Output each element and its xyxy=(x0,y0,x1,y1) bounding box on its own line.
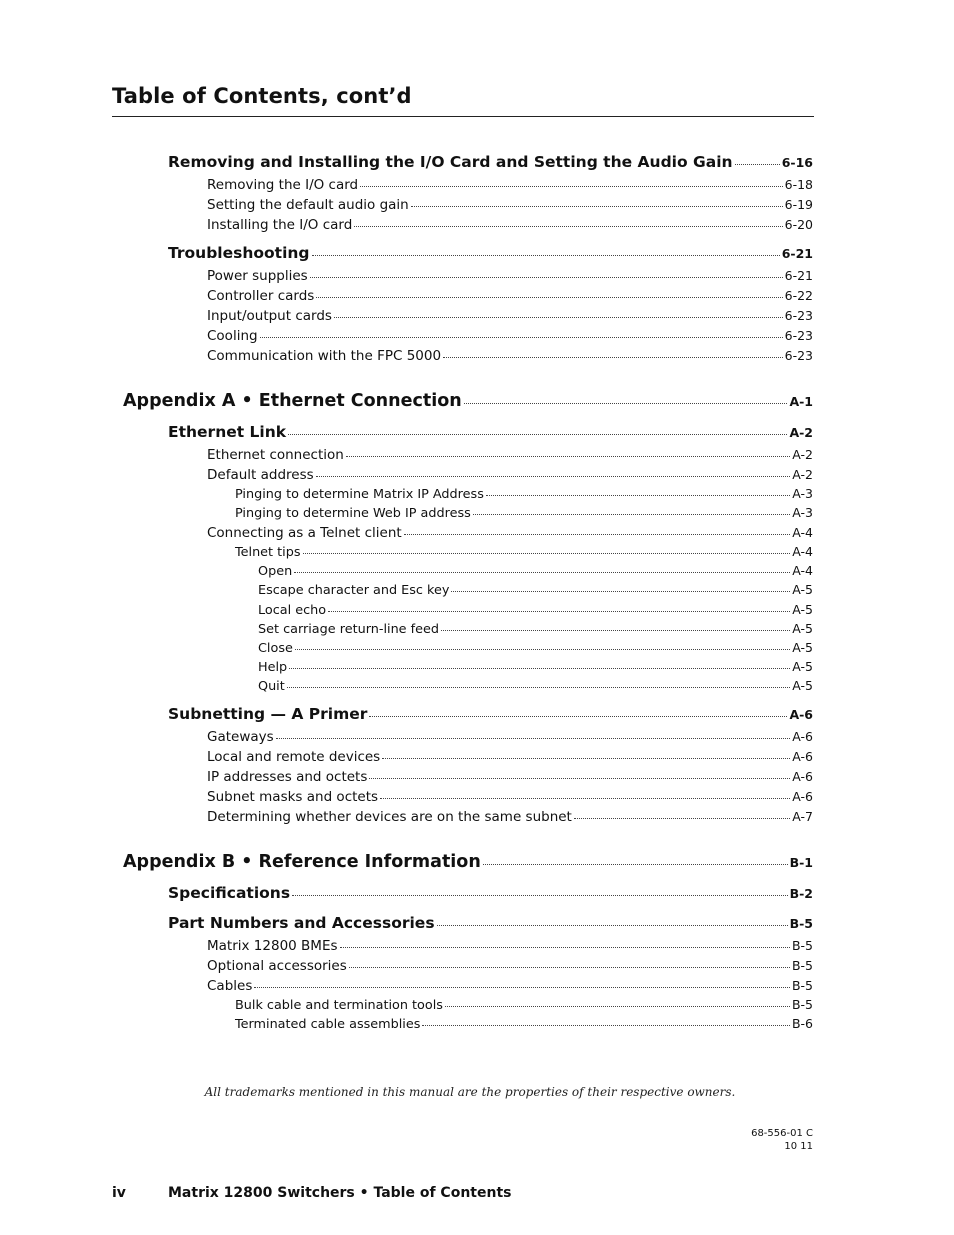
toc-entry-page: 6-19 xyxy=(784,197,813,212)
toc-entry-label: Installing the I/O card xyxy=(207,217,353,233)
toc-entry[interactable] xyxy=(207,348,813,364)
dot-leader xyxy=(380,798,790,799)
dot-leader xyxy=(437,925,788,926)
toc-entry[interactable] xyxy=(207,525,813,541)
toc-entry[interactable] xyxy=(207,328,813,344)
toc-entry[interactable] xyxy=(168,423,813,441)
document-date: 10 11 xyxy=(784,1141,813,1152)
toc-entry-page: B-5 xyxy=(789,916,813,931)
toc-entry-label: Appendix A • Ethernet Connection xyxy=(123,391,462,411)
toc-entry-page: B-2 xyxy=(789,886,813,901)
toc-entry[interactable] xyxy=(258,659,813,675)
toc-entry-page: A-5 xyxy=(792,602,813,617)
dot-leader xyxy=(354,226,782,227)
toc-entry-label: Determining whether devices are on the same subnet xyxy=(207,809,572,825)
dot-leader xyxy=(287,687,790,688)
toc-entry-page: B-5 xyxy=(791,978,813,993)
toc-entry-page: 6-21 xyxy=(781,246,813,261)
toc-entry-label: Local and remote devices xyxy=(207,749,381,765)
toc-entry[interactable] xyxy=(235,486,813,502)
dot-leader xyxy=(334,317,783,318)
toc-entry-page: A-2 xyxy=(792,447,813,462)
toc-entry-page: A-6 xyxy=(792,749,813,764)
toc-entry-label: Cooling xyxy=(207,328,258,344)
toc-entry-label: Removing and Installing the I/O Card and Setting the Audio Gain xyxy=(168,153,733,171)
toc-entry[interactable] xyxy=(207,217,813,233)
toc-entry-page: 6-16 xyxy=(781,155,813,170)
toc-entry-label: Pinging to determine Matrix IP Address xyxy=(235,487,484,502)
toc-entry-label: Part Numbers and Accessories xyxy=(168,914,435,932)
dot-leader xyxy=(292,895,788,896)
toc-entry-label: IP addresses and octets xyxy=(207,769,368,785)
toc-entry[interactable] xyxy=(235,997,813,1013)
toc-entry-page: B-6 xyxy=(791,1016,813,1031)
toc-entry-label: Quit xyxy=(258,679,285,694)
dot-leader xyxy=(288,434,787,435)
toc-entry[interactable] xyxy=(207,447,813,463)
toc-entry[interactable] xyxy=(207,978,813,994)
toc-entry[interactable] xyxy=(235,505,813,521)
footer-title: Matrix 12800 Switchers • Table of Contents xyxy=(168,1185,512,1201)
toc-entry[interactable] xyxy=(168,884,813,902)
toc-entry-page: A-6 xyxy=(789,707,813,722)
dot-leader xyxy=(316,476,791,477)
document-number: 68-556-01 C xyxy=(751,1128,813,1139)
toc-entry-page: A-1 xyxy=(789,394,813,409)
toc-entry[interactable] xyxy=(168,705,813,723)
dot-leader xyxy=(340,947,790,948)
toc-entry[interactable] xyxy=(207,177,813,193)
toc-entry-label: Power supplies xyxy=(207,268,308,284)
toc-entry-label: Cables xyxy=(207,978,253,994)
toc-entry-page: A-7 xyxy=(792,809,813,824)
toc-entry[interactable] xyxy=(123,391,813,411)
toc-entry-label: Subnetting — A Primer xyxy=(168,705,368,723)
page-title: Table of Contents, cont’d xyxy=(112,83,814,117)
toc-entry-page: 6-18 xyxy=(784,177,813,192)
toc-entry-label: Local echo xyxy=(258,603,327,618)
dot-leader xyxy=(404,534,791,535)
toc-entry[interactable] xyxy=(207,938,813,954)
toc-entry-page: A-3 xyxy=(792,486,813,501)
dot-leader xyxy=(295,649,790,650)
dot-leader xyxy=(441,630,790,631)
toc-entry-page: A-4 xyxy=(792,563,813,578)
toc-entry[interactable] xyxy=(207,197,813,213)
toc-entry[interactable] xyxy=(258,582,813,598)
toc-entry[interactable] xyxy=(258,640,813,656)
dot-leader xyxy=(422,1025,790,1026)
toc-entry-page: 6-22 xyxy=(784,288,813,303)
toc-entry-page: A-5 xyxy=(792,640,813,655)
toc-entry-page: 6-23 xyxy=(784,328,813,343)
toc-entry-page: A-6 xyxy=(792,729,813,744)
dot-leader xyxy=(312,255,780,256)
toc-entry[interactable] xyxy=(258,563,813,579)
toc-entry[interactable] xyxy=(235,544,813,560)
toc-entry-page: 6-20 xyxy=(784,217,813,232)
toc-entry-page: A-2 xyxy=(789,425,813,440)
toc-entry-label: Input/output cards xyxy=(207,308,332,324)
dot-leader xyxy=(369,778,790,779)
dot-leader xyxy=(254,987,790,988)
toc-entry-page: 6-23 xyxy=(784,308,813,323)
dot-leader xyxy=(346,456,790,457)
toc-entry-page: 6-21 xyxy=(784,268,813,283)
toc-entry[interactable] xyxy=(207,729,813,745)
dot-leader xyxy=(303,553,791,554)
dot-leader xyxy=(310,277,783,278)
dot-leader xyxy=(574,818,790,819)
toc-entry-label: Specifications xyxy=(168,884,291,902)
toc-entry-page: A-5 xyxy=(792,621,813,636)
toc-entry[interactable] xyxy=(258,678,813,694)
toc-entry-page: A-4 xyxy=(792,544,813,559)
toc-entry[interactable] xyxy=(235,1016,813,1032)
dot-leader xyxy=(382,758,790,759)
toc-entry-page: A-5 xyxy=(792,678,813,693)
toc-entry[interactable] xyxy=(168,244,813,262)
dot-leader xyxy=(328,611,790,612)
toc-entry-page: A-3 xyxy=(792,505,813,520)
toc-entry-label: Troubleshooting xyxy=(168,244,310,262)
dot-leader xyxy=(260,337,783,338)
toc-entry-label: Escape character and Esc key xyxy=(258,583,450,598)
toc-entry-label: Optional accessories xyxy=(207,958,347,974)
dot-leader xyxy=(276,738,791,739)
toc-entry[interactable] xyxy=(168,914,813,932)
dot-leader xyxy=(294,572,790,573)
toc-entry[interactable] xyxy=(258,621,813,637)
toc-entry-label: Setting the default audio gain xyxy=(207,197,409,213)
toc-entry[interactable] xyxy=(207,789,813,805)
dot-leader xyxy=(443,357,783,358)
dot-leader xyxy=(486,495,790,496)
toc-entry-label: Subnet masks and octets xyxy=(207,789,379,805)
toc-entry-label: Terminated cable assemblies xyxy=(235,1017,421,1032)
dot-leader xyxy=(473,514,790,515)
dot-leader xyxy=(445,1006,790,1007)
toc-entry-label: Controller cards xyxy=(207,288,315,304)
toc-entry-label: Pinging to determine Web IP address xyxy=(235,506,471,521)
toc-entry-page: A-2 xyxy=(792,467,813,482)
toc-entry[interactable] xyxy=(207,308,813,324)
toc-entry-label: Bulk cable and termination tools xyxy=(235,998,443,1013)
toc-entry-label: Connecting as a Telnet client xyxy=(207,525,402,541)
toc-entry[interactable] xyxy=(207,769,813,785)
dot-leader xyxy=(483,864,788,865)
dot-leader xyxy=(464,403,788,404)
toc-entry[interactable] xyxy=(123,852,813,872)
toc-entry-label: Help xyxy=(258,660,288,675)
toc-entry[interactable] xyxy=(207,288,813,304)
toc-entry-label: Set carriage return-line feed xyxy=(258,622,439,637)
document-code xyxy=(751,1127,813,1153)
dot-leader xyxy=(451,591,790,592)
toc-entry-label: Matrix 12800 BMEs xyxy=(207,938,338,954)
footer-page-number: iv xyxy=(112,1185,126,1201)
toc-entry-page: B-5 xyxy=(791,958,813,973)
toc-entry-label: Close xyxy=(258,641,293,656)
toc-entry-label: Removing the I/O card xyxy=(207,177,359,193)
toc-entry[interactable] xyxy=(207,467,813,483)
toc-entry-page: A-6 xyxy=(792,769,813,784)
dot-leader xyxy=(369,716,787,717)
toc-entry[interactable] xyxy=(207,809,813,825)
toc-entry-page: B-1 xyxy=(789,855,813,870)
toc-entry[interactable] xyxy=(207,958,813,974)
toc-entry-page: A-5 xyxy=(792,582,813,597)
toc-entry-label: Default address xyxy=(207,467,314,483)
dot-leader xyxy=(289,668,790,669)
dot-leader xyxy=(360,186,783,187)
toc-entry-page: 6-23 xyxy=(784,348,813,363)
toc-entry[interactable] xyxy=(168,153,813,171)
toc-entry-page: B-5 xyxy=(791,997,813,1012)
toc-entry-page: A-6 xyxy=(792,789,813,804)
dot-leader xyxy=(316,297,782,298)
dot-leader xyxy=(349,967,790,968)
toc-entry-page: A-5 xyxy=(792,659,813,674)
dot-leader xyxy=(411,206,783,207)
toc-entry-page: A-4 xyxy=(792,525,813,540)
toc-entry[interactable] xyxy=(207,268,813,284)
toc-entry[interactable] xyxy=(207,749,813,765)
toc-entry-page: B-5 xyxy=(791,938,813,953)
dot-leader xyxy=(735,164,780,165)
toc-entry-label: Gateways xyxy=(207,729,274,745)
trademark-note: All trademarks mentioned in this manual are the properties of their respective owners. xyxy=(204,1085,736,1099)
toc-entry-label: Appendix B • Reference Information xyxy=(123,852,481,872)
toc-entry-label: Ethernet Link xyxy=(168,423,287,441)
toc-entry-label: Telnet tips xyxy=(235,545,301,560)
toc-entry-label: Communication with the FPC 5000 xyxy=(207,348,442,364)
toc-entry-label: Open xyxy=(258,564,293,579)
toc-entry-label: Ethernet connection xyxy=(207,447,344,463)
toc-entry[interactable] xyxy=(258,602,813,618)
